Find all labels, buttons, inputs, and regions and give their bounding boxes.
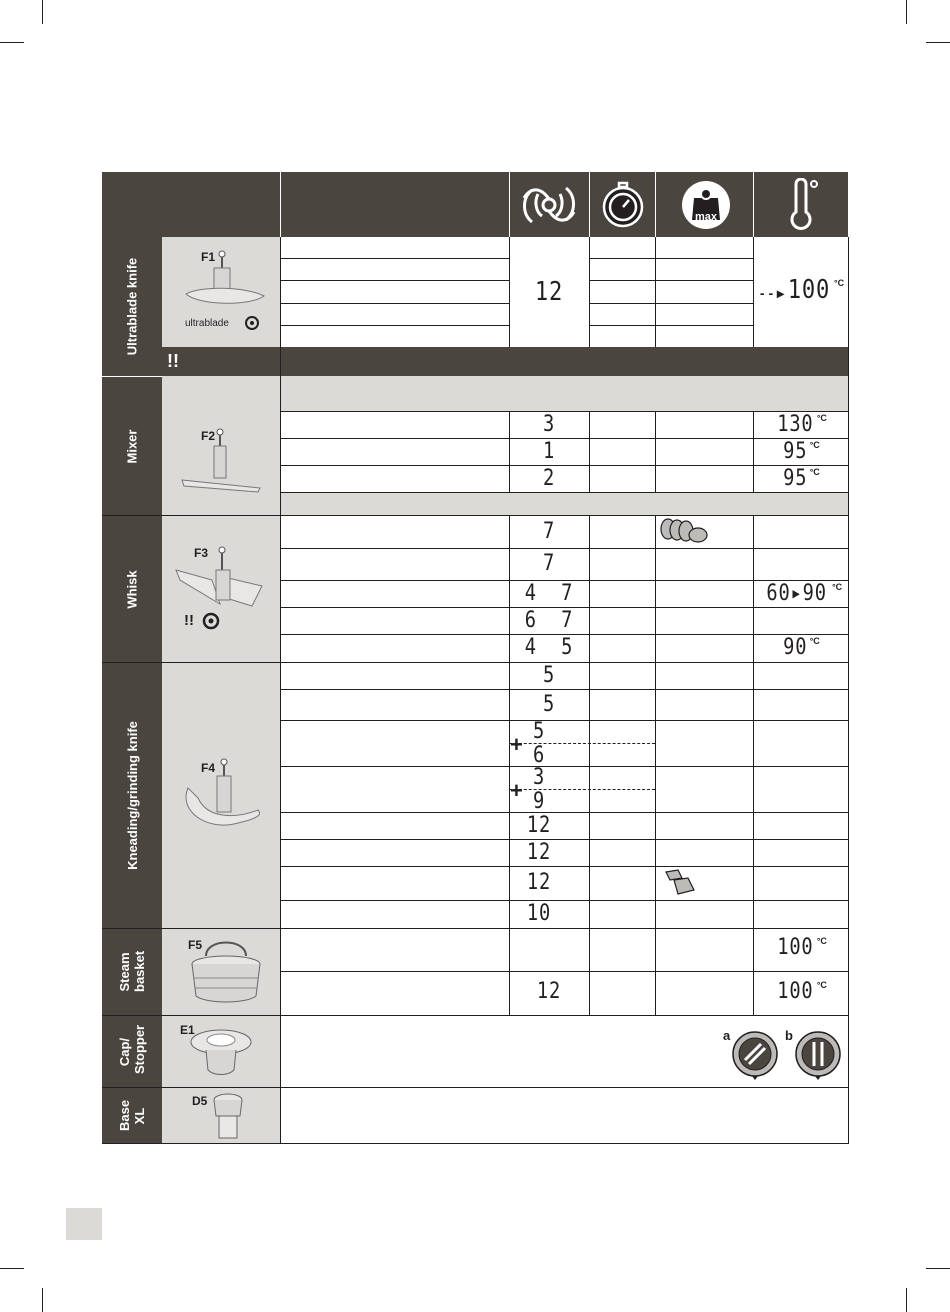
grid-line xyxy=(280,303,509,304)
grid-line xyxy=(280,839,848,840)
whisk-speed: 7 xyxy=(542,519,556,544)
cap-stopper-icon xyxy=(188,1026,254,1078)
grid-line xyxy=(280,465,848,466)
cap-dial-a-icon xyxy=(731,1030,779,1080)
grid-line xyxy=(280,971,848,972)
grid-line xyxy=(589,258,753,259)
grid-line xyxy=(848,237,849,1143)
kneading-speed: 5 xyxy=(542,692,556,717)
grid-line xyxy=(509,411,510,492)
grid-line xyxy=(280,689,848,690)
ultrablade-knife-icon xyxy=(180,248,270,318)
whisk-speed: 7 xyxy=(542,551,556,576)
plus-sign: + xyxy=(510,778,523,803)
crop-mark xyxy=(906,0,907,24)
whisk-warning: !! xyxy=(184,612,194,629)
base-xl-icon xyxy=(208,1092,248,1142)
accessory-code-f1: F1 xyxy=(201,250,216,264)
timer-icon xyxy=(598,180,648,230)
grid-line xyxy=(655,928,656,1015)
kneading-speed: 9 xyxy=(532,789,546,814)
swirl-icon xyxy=(202,612,220,630)
mixer-temperature: 95 $^{^\circ C}$ xyxy=(783,466,820,491)
max-label: max xyxy=(694,211,718,223)
ultrablade-temperature: - - ▸ 100 $^{^\circ C}$ xyxy=(759,275,845,305)
warning-marker: !! xyxy=(167,351,179,371)
header-divider xyxy=(509,172,510,237)
grid-line xyxy=(589,411,590,492)
grid-line xyxy=(655,662,656,928)
kneading-speed: 10 xyxy=(526,901,552,926)
mixer-blade-icon xyxy=(178,428,268,494)
mixer-speed: 2 xyxy=(542,466,556,491)
steam-temperature: 100 $^{^\circ C}$ xyxy=(777,935,827,960)
grid-line xyxy=(589,237,590,347)
grid-line xyxy=(280,237,281,1143)
accessory-code-f4: F4 xyxy=(201,761,216,775)
grid-line xyxy=(509,928,510,1015)
speed-icon xyxy=(518,180,580,230)
accessory-code-e1: E1 xyxy=(180,1023,195,1037)
section-label-base: Base XL xyxy=(102,1087,162,1143)
max-weight-icon xyxy=(680,178,732,232)
whisk-speed: 4 5 xyxy=(524,635,574,660)
eggs-icon xyxy=(658,517,710,545)
whisk-temperature: 90 $^{^\circ C}$ xyxy=(783,635,820,660)
dial-label-a: a xyxy=(723,1028,731,1043)
grid-line xyxy=(280,325,509,326)
section-label-mixer: Mixer xyxy=(102,376,162,515)
grid-line xyxy=(280,548,848,549)
thermometer-icon xyxy=(784,178,820,232)
dial-label-b: b xyxy=(785,1028,793,1043)
kneading-speed: 5 xyxy=(532,719,546,744)
steam-speed: 12 xyxy=(536,979,562,1004)
section-label-cap: Cap/ Stopper xyxy=(102,1015,162,1087)
grid-line xyxy=(280,866,848,867)
grid-line xyxy=(509,515,510,662)
mixer-speed: 3 xyxy=(542,412,556,437)
crop-mark xyxy=(0,42,24,43)
kneading-speed: 12 xyxy=(526,870,552,895)
crop-mark xyxy=(926,1268,950,1269)
grid-line xyxy=(589,928,590,1015)
grid-line xyxy=(102,515,849,516)
swirl-icon xyxy=(245,316,259,330)
grid-line xyxy=(280,492,848,493)
crop-mark xyxy=(42,1288,43,1312)
grid-line xyxy=(589,662,590,928)
grid-line xyxy=(589,303,753,304)
grid-line xyxy=(280,280,509,281)
whisk-temperature: 60▸90 $^{^\circ C}$ xyxy=(766,581,843,606)
kneading-blade-icon xyxy=(178,758,268,834)
grid-line xyxy=(102,928,849,929)
grid-line xyxy=(102,662,849,663)
kneading-speed: 12 xyxy=(526,840,552,865)
grid-line xyxy=(102,1015,849,1016)
grid-line xyxy=(589,280,753,281)
mixer-speed: 1 xyxy=(542,439,556,464)
ultrablade-warning-bar xyxy=(162,347,848,376)
steam-temperature: 100 $^{^\circ C}$ xyxy=(777,979,827,1004)
plus-sign: + xyxy=(510,732,523,757)
grid-line xyxy=(102,1087,849,1088)
steam-basket-icon xyxy=(186,934,266,1006)
ultrablade-speed: 12 xyxy=(534,277,564,307)
kneading-speed: 6 xyxy=(532,743,546,768)
mixer-note-band xyxy=(162,376,848,411)
mixer-note-row xyxy=(280,492,848,515)
crop-mark xyxy=(906,1288,907,1312)
mixer-temperature: 130 $^{^\circ C}$ xyxy=(777,412,827,437)
grid-line xyxy=(280,258,509,259)
accessory-code-f2: F2 xyxy=(201,429,216,443)
accessory-code-f3: F3 xyxy=(194,546,209,560)
crop-mark xyxy=(926,42,950,43)
whisk-icon xyxy=(172,546,268,612)
grid-line xyxy=(280,411,848,412)
grid-line xyxy=(655,411,656,492)
kneading-speed: 3 xyxy=(532,765,546,790)
kneading-speed: 5 xyxy=(542,663,556,688)
grid-line xyxy=(655,237,656,347)
grid-line xyxy=(753,662,754,928)
section-label-ultrablade: Ultrablade knife xyxy=(102,237,162,376)
header-divider xyxy=(655,172,656,237)
grid-line xyxy=(753,237,754,347)
whisk-speed: 4 7 xyxy=(524,581,574,606)
section-label-kneading: Kneading/grinding knife xyxy=(102,662,162,928)
header-divider xyxy=(280,172,281,237)
crop-mark xyxy=(0,1268,24,1269)
grid-line xyxy=(509,237,510,347)
header-divider xyxy=(589,172,590,237)
grid-line xyxy=(280,438,848,439)
ultrablade-brand: ultrablade xyxy=(185,318,229,329)
kneading-speed: 12 xyxy=(526,813,552,838)
grid-line xyxy=(589,325,753,326)
ice-cubes-icon xyxy=(660,868,700,896)
cap-dial-b-icon xyxy=(794,1030,842,1080)
table-header xyxy=(102,172,848,237)
accessory-code-f5: F5 xyxy=(188,938,203,952)
section-label-whisk: Whisk xyxy=(102,515,162,662)
header-divider xyxy=(753,172,754,237)
mixer-temperature: 95 $^{^\circ C}$ xyxy=(783,439,820,464)
whisk-speed: 6 7 xyxy=(524,608,574,633)
accessory-code-d5: D5 xyxy=(192,1094,208,1108)
section-label-steam: Steam basket xyxy=(102,928,162,1015)
grid-line xyxy=(655,515,656,662)
crop-mark xyxy=(42,0,43,24)
grid-line xyxy=(280,900,848,901)
grid-line xyxy=(102,1143,849,1144)
grid-line xyxy=(589,515,590,662)
page-number-tab xyxy=(66,1208,102,1240)
